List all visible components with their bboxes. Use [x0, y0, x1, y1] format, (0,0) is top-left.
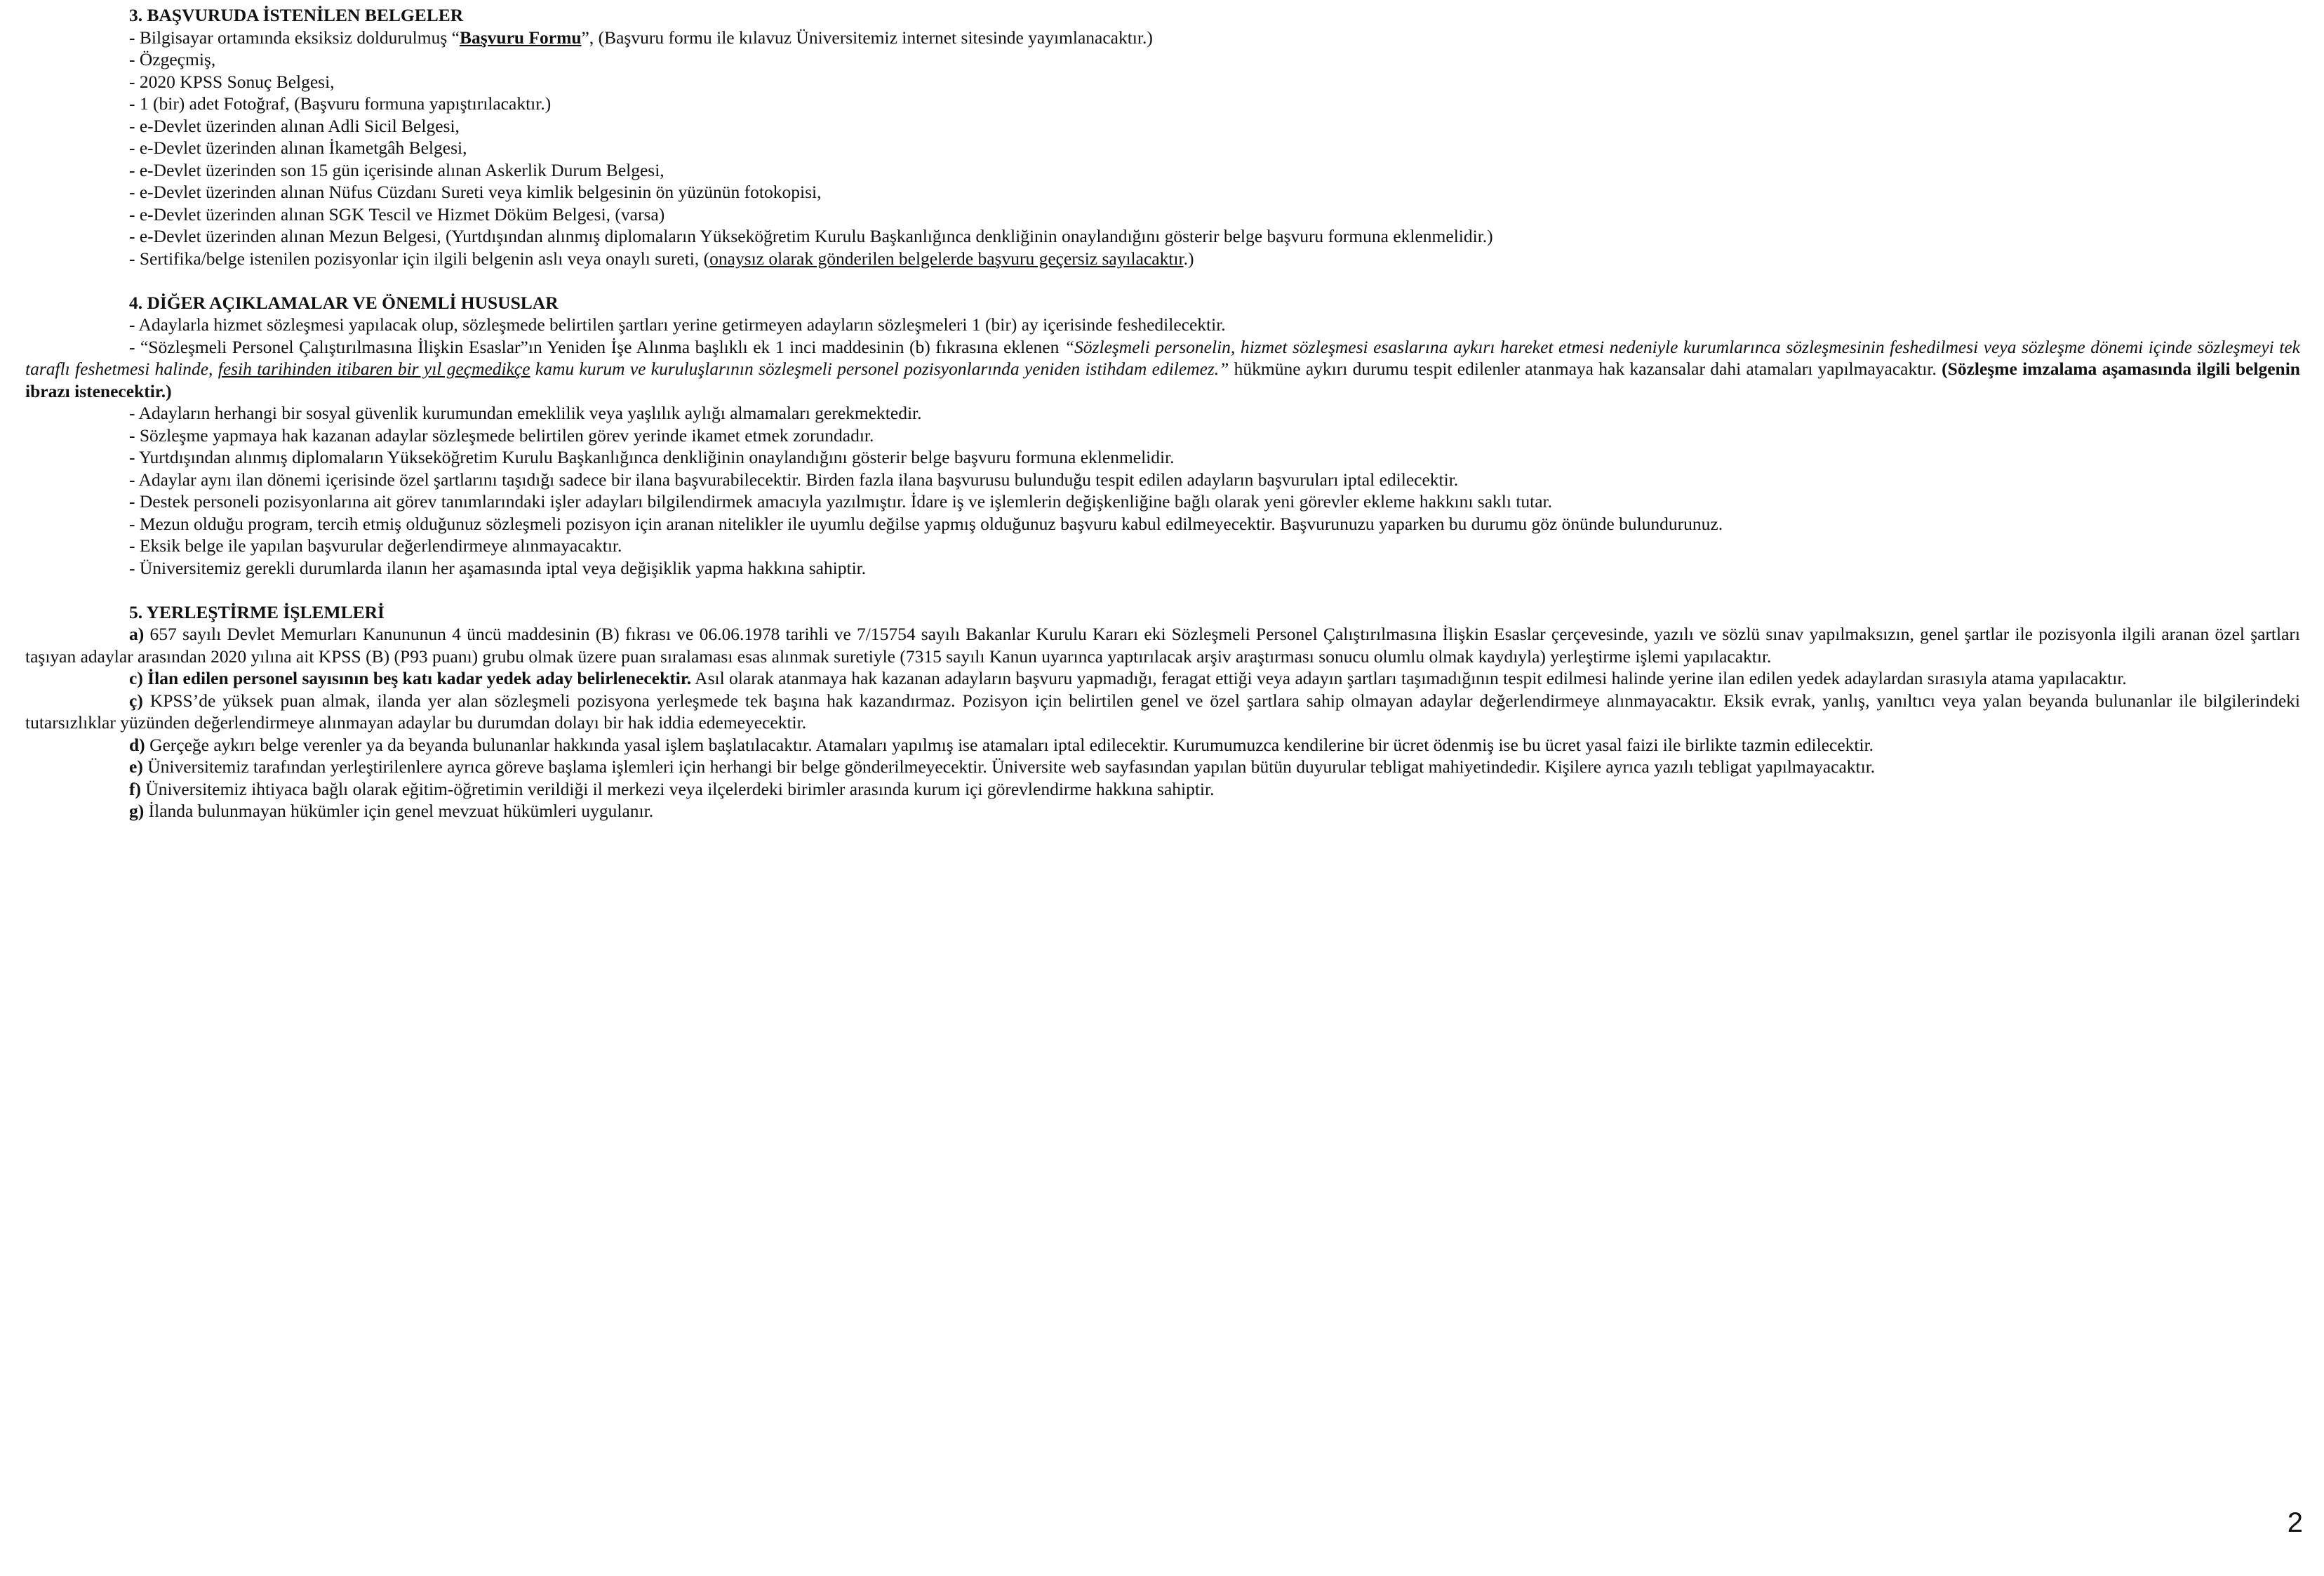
list-item: - Destek personeli pozisyonlarına ait görev tanımlarındaki işler adayları bilgilendirmek amacıyla yazılmıştır. İdare iş ve işlemlerin değişkenliğine bağlı olarak yeni görevler ekleme hakkını saklı tutar.: [129, 491, 1553, 512]
document-body: [25, 4, 2300, 822]
list-item: - e-Devlet üzerinden alınan Adli Sicil Belgesi,: [129, 115, 460, 136]
list-item: - Bilgisayar ortamında eksiksiz doldurulmuş “Başvuru Formu”, (Başvuru formu ile kılavuz Üniversitemiz internet sitesinde yayımlanacaktır.): [129, 27, 1153, 48]
application-form-link-text: Başvuru Formu: [459, 27, 582, 48]
quoted-rule: “Sözleşmeli personelin, hizmet sözleşmesi esaslarına aykırı hareket etmesi nedeniyle kurumlarınca sözleşmesinin feshedilmesi veya sözleşme dönemi içinde sözleşmeyi tek taraflı feshetmesi halinde,: [25, 336, 2300, 379]
section-4-title: 4. DİĞER AÇIKLAMALAR VE ÖNEMLİ HUSUSLAR: [129, 292, 559, 313]
spacer: [25, 579, 2300, 601]
list-item: - Adayların herhangi bir sosyal güvenlik kurumundan emeklilik veya yaşlılık aylığı almamaları gerekmektedir.: [129, 403, 922, 423]
list-item: - e-Devlet üzerinden son 15 gün içerisinde alınan Askerlik Durum Belgesi,: [129, 159, 665, 180]
clause-a: a) 657 sayılı Devlet Memurları Kanununun 4 üncü maddesinin (B) fıkrası ve 06.06.1978 tarihli ve 7/15754 sayılı Bakanlar Kurulu Kararı eki Sözleşmeli Personel Çalıştırılmasına İlişkin Esaslar çerçevesinde, yazılı ve sözlü sınav yapılmaksızın, genel şartlar ile pozisyonla ilgili aranan özel şartları taşıyan adaylar arasından 2020 yılına ait KPSS (B) (P93 puanı) grubu olmak üzere puan sıralaması esas alınmak suretiyle (7315 sayılı Kanun uyarınca yaptırılacak arşiv araştırması sonucu olumlu olmak kaydıyla) yerleştirme işlemi yapılacaktır.: [25, 624, 2300, 667]
quoted-rule-end: kamu kurum ve kuruluşlarının sözleşmeli personel pozisyonlarında yeniden istihdam edilemez.”: [530, 359, 1229, 379]
list-item: - e-Devlet üzerinden alınan SGK Tescil ve Hizmet Döküm Belgesi, (varsa): [129, 203, 665, 225]
list-item: - e-Devlet üzerinden alınan Nüfus Cüzdanı Sureti veya kimlik belgesinin ön yüzünün fotokopisi,: [129, 182, 822, 202]
rehire-rule-paragraph: - “Sözleşmeli Personel Çalıştırılmasına İlişkin Esaslar”ın Yeniden İşe Alınma başlıklı ek 1 inci maddesinin (b) fıkrasına eklenen “Sözleşmeli personelin, hizmet sözleşmesi esaslarına aykırı hareket etmesi nedeniyle kurumlarınca sözleşmesinin feshedilmesi veya sözleşme dönemi içinde sözleşmeyi tek taraflı feshetmesi halinde, fesih tarihinden itibaren bir yıl geçmedikçe kamu kurum ve kuruluşlarının sözleşmeli personel pozisyonlarında yeniden istihdam edilemez.” hükmüne aykırı durumu tespit edilenler atanmaya hak kazansalar dahi atamaları yapılmayacaktır. (Sözleşme imzalama aşamasında ilgili belgenin ibrazı istenecektir.): [25, 336, 2300, 401]
section-5-title: 5. YERLEŞTİRME İŞLEMLERİ: [129, 601, 385, 622]
list-item: - e-Devlet üzerinden alınan Mezun Belgesi, (Yurtdışından alınmış diplomaların Yükseköğretim Kurulu Başkanlığınca denkliğinin onaylandığını gösterir belge başvuru formuna eklenmelidir.): [129, 226, 1493, 246]
list-item: - Üniversitemiz gerekli durumlarda ilanın her aşamasında iptal veya değişiklik yapma hakkına sahiptir.: [129, 557, 867, 578]
list-item: - 1 (bir) adet Fotoğraf, (Başvuru formuna yapıştırılacaktır.): [129, 93, 552, 114]
list-item: - Adaylarla hizmet sözleşmesi yapılacak olup, sözleşmede belirtilen şartları yerine getirmeyen adayların sözleşmeleri 1 (bir) ay içerisinde feshedilecektir.: [129, 314, 1226, 335]
list-item: - Sözleşme yapmaya hak kazanan adaylar sözleşmede belirtilen görev yerinde ikamet etmek zorundadır.: [129, 425, 874, 446]
clause-c: c) İlan edilen personel sayısının beş katı kadar yedek aday belirlenecektir. Asıl olarak atanmaya hak kazanan adayların başvuru yapmadığı, feragat ettiği veya adayın şartları taşımadığının tespit edilmesi halinde yerine ilan edilen yedek adaylardan sırasıyla atama yapılacaktır.: [129, 668, 2127, 688]
list-item: - Yurtdışından alınmış diplomaların Yükseköğretim Kurulu Başkanlığınca denkliğinin onaylandığını gösterir belge başvuru formuna eklenmelidir.: [129, 447, 1175, 467]
clause-cc: ç) KPSS’de yüksek puan almak, ilanda yer alan sözleşmeli pozisyona yerleşmede tek başına hak kazandırmaz. Pozisyon için belirtilen genel ve özel şartlara sahip olmayan adaylar değerlendirmeye alınmayacaktır. Eksik evrak, yanlış, yanıltıcı veya yalan beyanda bulunanlar ile bilgilerindeki tutarsızlıklar yüzünden değerlendirmeye alınmayan adaylar bu durumdan dolayı bir hak iddia edemeyecektir.: [25, 690, 2300, 733]
quoted-rule-underlined: fesih tarihinden itibaren bir yıl geçmedikçe: [218, 359, 530, 379]
page-number: 2: [2287, 1507, 2303, 1538]
list-item: - Mezun olduğu program, tercih etmiş olduğunuz sözleşmeli pozisyon için aranan nitelikler ile uyumlu değilse yapmış olduğunuz başvuru kabul edilmeyecektir. Başvurunuzu yaparken bu durumu göz önünde bulundurunuz.: [129, 513, 1723, 534]
list-item: - 2020 KPSS Sonuç Belgesi,: [129, 71, 335, 92]
clause-g: g) İlanda bulunmayan hükümler için genel mevzuat hükümleri uygulanır.: [129, 801, 654, 821]
list-item: - Eksik belge ile yapılan başvurular değerlendirmeye alınmayacaktır.: [129, 535, 622, 556]
clause-d: d) Gerçeğe aykırı belge verenler ya da beyanda bulunanlar hakkında yasal işlem başlatılacaktır. Atamaları yapılmış ise atamaları iptal edilecektir. Kurumumuzca kendilerine bir ücret ödenmiş ise bu ücret yasal faizi ile birlikte tazmin edilecektir.: [129, 734, 1874, 755]
list-item: - Özgeçmiş,: [129, 49, 216, 69]
section-3-title: 3. BAŞVURUDA İSTENİLEN BELGELER: [129, 5, 464, 25]
list-item: - Adaylar aynı ilan dönemi içerisinde özel şartlarını taşıdığı sadece bir ilana başvurabilecektir. Birden fazla ilana başvurusu bulunduğu tespit edilen adayların başvuruları iptal edilecektir.: [129, 469, 1459, 490]
clause-f: f) Üniversitemiz ihtiyaca bağlı olarak eğitim-öğretimin verildiği il merkezi veya ilçelerdeki birimler arasında kurum içi görevlendirme hakkına sahiptir.: [129, 778, 1215, 799]
list-item: - Sertifika/belge istenilen pozisyonlar için ilgili belgenin aslı veya onaylı sureti, (onaysız olarak gönderilen belgelerde başvuru geçersiz sayılacaktır.): [129, 248, 1194, 269]
invalid-application-note: onaysız olarak gönderilen belgelerde başvuru geçersiz sayılacaktır: [709, 248, 1184, 269]
clause-e: e) Üniversitemiz tarafından yerleştirilenlere ayrıca göreve başlama işlemleri için herhangi bir belge gönderilmeyecektir. Üniversite web sayfasından yapılan bütün duyurular tebligat mahiyetindedir. Kişilere ayrıca yazılı tebligat yapılmayacaktır.: [129, 756, 1876, 777]
list-item: - e-Devlet üzerinden alınan İkametgâh Belgesi,: [129, 138, 467, 158]
spacer: [25, 269, 2300, 292]
contract-document-note: (Sözleşme imzalama aşamasında ilgili belgenin ibrazı istenecektir.): [25, 359, 2300, 401]
